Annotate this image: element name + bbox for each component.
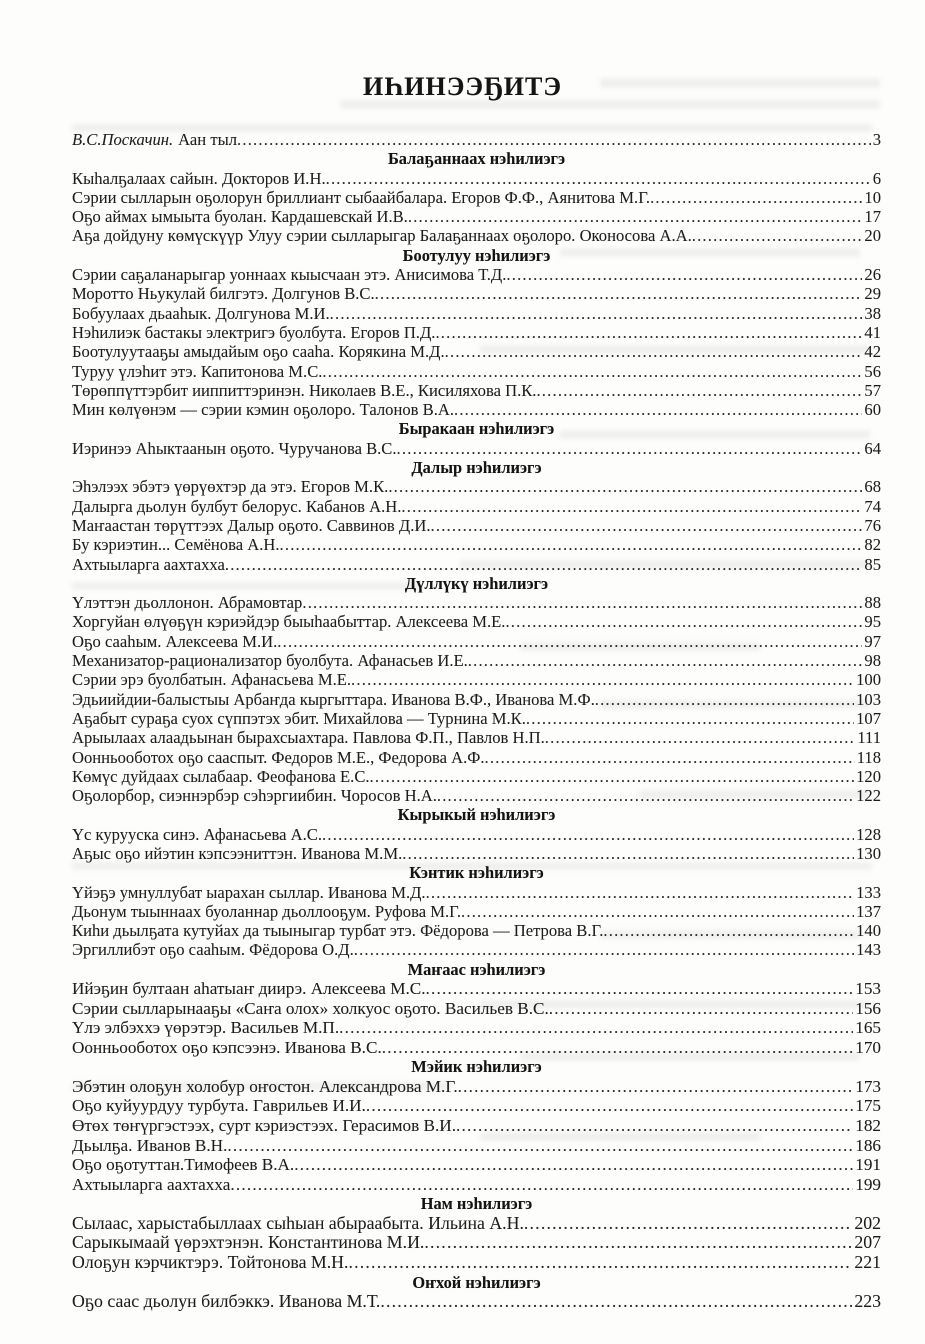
dot-leader [426, 979, 854, 999]
toc-entry-title: Кыһалҕалаах сайын. Докторов И.Н. [72, 168, 326, 188]
dot-leader [424, 1233, 852, 1253]
toc-row [72, 1018, 881, 1038]
dot-leader [458, 1077, 854, 1097]
toc-section [72, 246, 881, 420]
dot-leader [277, 632, 862, 651]
toc-entry-title: Иэринээ Аһыктаанын оҕото. Чуручанова В.С. [72, 438, 397, 458]
toc-row [72, 516, 881, 535]
toc-entry-title: Арыылаах алаадьынан бырахсыахтара. Павлова Ф.П., Павлов Н.П. [72, 728, 545, 748]
toc-row [72, 651, 881, 670]
toc-entry-page: 130 [856, 843, 881, 863]
toc-entry-title: Боотулуутааҕы амыдайым оҕо сааһа. Корякина М.Д. [72, 342, 445, 362]
toc-entry-title: Моротто Ньукулай билгэтэ. Долгунов В.С. [72, 284, 375, 304]
toc-entry-title: Оҕо аймах ымыыта буолан. Кардашевскай И.В. [72, 207, 408, 227]
toc-entry-page: 223 [854, 1291, 881, 1312]
toc-entry-title: Туруу үлэһит этэ. Капитонова М.С. [72, 361, 323, 381]
toc-entry-title [72, 130, 237, 149]
toc-entry-page: 143 [856, 940, 881, 960]
toc-entry-page: 103 [856, 689, 881, 709]
dot-leader [545, 728, 856, 747]
toc-entry-page: 133 [856, 882, 881, 902]
dot-leader [354, 940, 854, 959]
toc-entry-page: 182 [855, 1115, 881, 1135]
dot-leader [468, 651, 863, 670]
dot-leader [401, 497, 862, 516]
toc-entry-title: Эбэтин олоҕун холобур оҥостон. Александрова М.Г. [72, 1076, 458, 1096]
toc-section [72, 805, 881, 863]
toc-entry-page: 20 [864, 226, 881, 246]
dot-leader [339, 1018, 853, 1038]
toc-row [72, 921, 881, 940]
toc-entry-title: Бу кэриэтин... Семёнова А.Н. [72, 535, 280, 555]
toc-entry-title: Оонньооботох оҕо сааспыт. Федоров М.Е., Федорова А.Ф. [72, 747, 485, 767]
toc-entry-page: 10 [864, 187, 881, 207]
dot-leader [397, 439, 863, 458]
dot-leader [382, 1038, 853, 1058]
toc-row [72, 342, 881, 361]
dot-leader [526, 709, 854, 728]
section-header: Кырыкый нэһилиэгэ [397, 805, 556, 825]
toc-entry-title: Сылаас, харыстабыллаах сыһыан абыраабыта. Ильина А.Н. [72, 1212, 524, 1233]
dot-leader [322, 825, 854, 844]
dot-leader [280, 535, 863, 554]
toc-entry-title: Үлэттэн дьоллонон. Абрамовтар [72, 593, 303, 613]
toc-entry-title: Эргиллибэт оҕо сааһым. Фёдорова О.Д. [72, 940, 354, 960]
dot-leader [603, 921, 854, 940]
section-header: Балаҕаннаах нэһилиэгэ [387, 149, 566, 169]
toc-entry-title: Сарыкымаай үөрэхтэнэн. Константинова М.И. [72, 1232, 425, 1253]
toc-entry-page: 76 [864, 515, 881, 535]
toc-row [72, 265, 881, 284]
toc-entry-title: Аҕа дойдуну көмүскүүр Улуу сэрии сылларыгар Балаҕаннаах оҕолоро. Оконосова А.А. [72, 226, 692, 246]
toc-entry-page: 107 [856, 708, 881, 728]
dot-leader [445, 342, 863, 361]
dot-leader [435, 323, 862, 342]
toc-section [72, 149, 881, 245]
dot-leader [506, 265, 862, 284]
dot-leader [454, 400, 862, 419]
dot-leader [524, 1214, 852, 1234]
section-header: Быракаан нэһилиэгэ [398, 419, 555, 439]
toc-entry-page: 128 [856, 824, 881, 844]
toc-entry-page: 97 [864, 631, 881, 651]
toc-entry-title: Олоҕун кэрчиктэрэ. Тойтонова М.Н. [72, 1252, 349, 1273]
toc-row [72, 1175, 881, 1195]
toc-row [72, 555, 881, 574]
toc-row [72, 362, 881, 381]
toc-entry-page: 191 [855, 1155, 881, 1175]
dot-leader [351, 670, 854, 689]
toc-entry-page: 17 [864, 207, 881, 227]
toc-row [72, 690, 881, 709]
toc-entry-page: 186 [855, 1135, 881, 1155]
section-header: Маҥаас нэһилиэгэ [407, 959, 546, 979]
dot-leader [366, 1096, 853, 1116]
toc-entry-title: Оҕо куйуурдуу турбута. Гаврильев И.И. [72, 1096, 366, 1116]
toc-entry-page: 175 [855, 1096, 881, 1116]
toc-entry-page: 41 [864, 322, 881, 342]
toc-row [72, 226, 881, 245]
toc-entry-title: Эһэлээх эбэтэ үөрүөхтэр да этэ. Егоров М.К. [72, 477, 389, 497]
toc-entry-page: 64 [864, 438, 881, 458]
toc-entry-title: Сэрии саҕаланарыгар уоннаах кыысчаан этэ. Анисимова Т.Д. [72, 265, 507, 285]
dot-leader [595, 690, 854, 709]
author-name: В.С.Поскачин. [72, 130, 174, 149]
toc-entry-title: Үс курууска синэ. Афанасьева А.С. [72, 824, 323, 844]
dot-leader [230, 1175, 853, 1195]
dot-leader [375, 284, 863, 303]
dot-leader [536, 381, 862, 400]
toc-entry-title: Бобуулаах дьааһык. Долгунова М.И. [72, 303, 330, 323]
dot-leader [402, 844, 854, 863]
toc-row-front-matter [72, 130, 881, 149]
dot-leader [227, 1136, 853, 1156]
table-of-contents [0, 130, 925, 1312]
toc-section [72, 458, 881, 574]
toc-section [72, 863, 881, 959]
toc-entry-page: 170 [855, 1037, 881, 1057]
toc-row [72, 497, 881, 516]
toc-entry-title: Далырга дьолун булбут белорус. Кабанов А.Н. [72, 496, 402, 516]
toc-row [72, 612, 881, 631]
dot-leader [388, 477, 862, 496]
toc-entry-page: 74 [864, 496, 881, 516]
toc-row [72, 786, 881, 805]
toc-entry-title: Ахтыыларга аахтахха [72, 554, 225, 574]
toc-entry-title: Мин көлүөнэм — сэрии кэмин оҕолоро. Талонов В.А. [72, 400, 454, 420]
toc-entry-page: 60 [864, 400, 881, 420]
toc-entry-page: 140 [856, 921, 881, 941]
toc-entry-page: 68 [864, 477, 881, 497]
toc-row [72, 188, 881, 207]
toc-row [72, 1096, 881, 1116]
toc-entry-page: 153 [855, 979, 881, 999]
toc-row [72, 593, 881, 612]
toc-entry-title: Ийэҕин бултаан аһатыаҥ диирэ. Алексеева М.С. [72, 979, 426, 999]
section-header: Оҥхой нэһилиэгэ [412, 1272, 541, 1292]
toc-entry-title: Үлэ элбэххэ үөрэтэр. Васильев М.П. [72, 1018, 340, 1038]
toc-entry-page: 98 [864, 651, 881, 671]
toc-entry-page: 95 [864, 612, 881, 632]
toc-entry-page: 207 [854, 1232, 881, 1253]
toc-row [72, 1214, 881, 1234]
dot-leader [485, 748, 855, 767]
section-header: Нам нэһилиэгэ [420, 1194, 533, 1214]
toc-row [72, 1077, 881, 1097]
toc-entry-title: Маҥаастан төрүттээх Далыр оҕото. Саввинов Д.И. [72, 515, 431, 535]
toc-entry-title: Үйэҕэ умнуллубат ыарахан сыллар. Иванова М.Д. [72, 882, 426, 902]
toc-row [72, 902, 881, 921]
toc-row [72, 1253, 881, 1273]
section-header: Боотулуу нэһилиэгэ [402, 245, 551, 265]
toc-entry-page: 221 [854, 1252, 881, 1273]
toc-entry-title: Аҕабыт сураҕа суох сүппэтэх эбит. Михайлова — Турнина М.К. [72, 708, 526, 728]
toc-entry-title: Көмүс дуйдаах сылабаар. Феофанова Е.С. [72, 766, 370, 786]
dot-leader [348, 1253, 852, 1273]
toc-row [72, 844, 881, 863]
toc-entry-title: Аҕыс оҕо ийэтин кэпсээниттэн. Иванова М.М. [72, 843, 403, 863]
toc-row [72, 439, 881, 458]
toc-entry-title: Төрөппүттэрбит ииппиттэринэн. Николаев В.Е., Кисиляхова П.К. [72, 380, 537, 400]
dot-leader [330, 304, 863, 323]
dot-leader [437, 786, 854, 805]
toc-entry-title: Оҕо саас дьолун билбэккэ. Иванова М.Т. [72, 1291, 381, 1312]
section-header: Далыр нэһилиэгэ [411, 458, 542, 478]
toc-row [72, 748, 881, 767]
toc-row [72, 979, 881, 999]
toc-row [72, 1292, 881, 1312]
toc-section [72, 1057, 881, 1194]
toc-row [72, 709, 881, 728]
toc-entry-page: 122 [856, 786, 881, 806]
toc-entry-page: 26 [864, 265, 881, 285]
toc-entry-page: 56 [864, 361, 881, 381]
toc-row [72, 1155, 881, 1175]
section-header: Кэнтик нэһилиэгэ [409, 863, 544, 883]
toc-entry-title: Ахтыыларга аахтахха [72, 1174, 231, 1194]
toc-row [72, 1038, 881, 1058]
toc-entry-page: 6 [872, 168, 881, 188]
toc-entry-page: 82 [864, 535, 881, 555]
toc-entry-title: Сэрии сылларынааҕы «Саҥа олох» холкуос оҕото. Васильев В.С. [72, 998, 549, 1018]
toc-row [72, 883, 881, 902]
toc-row [72, 304, 881, 323]
dot-leader [225, 555, 863, 574]
toc-row [72, 381, 881, 400]
toc-entry-title: Механизатор-рационализатор буолбута. Афанасьев И.Е. [72, 651, 468, 671]
toc-entry-title: Өтөх төҥүргэстээх, сурт кэриэстээх. Герасимов В.И. [72, 1115, 457, 1135]
toc-entry-title: Оонньооботох оҕо кэпсээнэ. Иванова В.С. [72, 1037, 382, 1057]
toc-entry-title: Нэһилиэк бастакы электригэ буолбута. Егоров П.Д. [72, 322, 436, 342]
dot-leader [692, 226, 863, 245]
entry-title-text: Аан тыл [178, 130, 238, 149]
toc-entry-page: 85 [864, 554, 881, 574]
toc-entry-page: 173 [855, 1076, 881, 1096]
toc-entry-title: Оҕолорбор, сиэннэрбэр сэһэргиибин. Чоросов Н.А. [72, 786, 437, 806]
dot-leader [456, 1116, 853, 1136]
toc-row [72, 728, 881, 747]
toc-entry-title: Оҕо сааһым. Алексеева М.И. [72, 631, 278, 651]
toc-entry-title: Киһи дьылҕата кутуйах да тыыныгар турбат этэ. Фёдорова — Петрова В.Г. [72, 921, 604, 941]
sections-container [72, 149, 881, 1312]
toc-entry-page: 3 [872, 130, 881, 149]
toc-entry-title: Сэрии эрэ буолбатын. Афанасьева М.Е. [72, 670, 352, 690]
toc-entry-page: 29 [864, 284, 881, 304]
dot-leader [302, 593, 862, 612]
toc-entry-page: 199 [855, 1174, 881, 1194]
toc-entry-page: 42 [864, 342, 881, 362]
toc-entry-page: 165 [855, 1018, 881, 1038]
toc-entry-page: 38 [864, 303, 881, 323]
toc-section [72, 574, 881, 806]
toc-entry-title: Сэрии сылларын оҕолорун бриллиант сыбаайбалара. Егоров Ф.Ф., Аянитова М.Г. [72, 187, 651, 207]
toc-entry-page: 57 [864, 380, 881, 400]
dot-leader [408, 207, 863, 226]
toc-row [72, 632, 881, 651]
toc-row [72, 825, 881, 844]
dot-leader [549, 999, 853, 1019]
toc-section [72, 419, 881, 458]
toc-entry-page: 137 [856, 901, 881, 921]
toc-row [72, 670, 881, 689]
toc-entry-page: 118 [856, 747, 881, 767]
toc-row [72, 169, 881, 188]
dot-leader [294, 1155, 853, 1175]
toc-entry-page: 88 [864, 593, 881, 613]
section-header: Дүллүкү нэһилиэгэ [404, 573, 549, 593]
toc-row [72, 940, 881, 959]
toc-row [72, 1233, 881, 1253]
dot-leader [322, 362, 862, 381]
dot-leader [370, 767, 855, 786]
dot-leader [505, 612, 862, 631]
dot-leader [237, 130, 871, 149]
toc-entry-title: Эдьиийдии-балыстыы Арбаҥда кыргыттара. Иванова В.Ф., Иванова М.Ф. [72, 689, 595, 709]
dot-leader [326, 169, 871, 188]
dot-leader [650, 188, 862, 207]
dot-leader [461, 902, 854, 921]
toc-row [72, 207, 881, 226]
toc-entry-title: Хоргуйан өлүөҕүн кэриэйдэр быыһаабыттар. Алексеева М.Е. [72, 612, 506, 632]
dot-leader [431, 516, 863, 535]
toc-entry-page: 111 [857, 728, 881, 748]
toc-row [72, 1136, 881, 1156]
toc-entry-title: Дьылҕа. Иванов В.Н. [72, 1135, 228, 1155]
toc-row [72, 323, 881, 342]
toc-row [72, 284, 881, 303]
toc-entry-page: 156 [855, 998, 881, 1018]
page-title: ИҺИНЭЭҔИТЭ [363, 72, 562, 101]
toc-section [72, 1273, 881, 1312]
section-header: Мэйик нэһилиэгэ [411, 1057, 542, 1077]
toc-entry-title: Дьонум тыыннаах буоланнар дьоллооҕум. Руфова М.Г. [72, 901, 461, 921]
toc-entry-title: Оҕо оҕотуттан.Тимофеев В.А. [72, 1155, 295, 1175]
toc-row [72, 400, 881, 419]
toc-row [72, 1116, 881, 1136]
toc-entry-page: 202 [854, 1212, 881, 1233]
toc-row [72, 535, 881, 554]
dot-leader [380, 1292, 852, 1312]
toc-entry-page: 120 [856, 766, 881, 786]
toc-section [72, 1194, 881, 1273]
toc-row [72, 999, 881, 1019]
toc-entry-page: 100 [856, 670, 881, 690]
toc-row [72, 767, 881, 786]
toc-section [72, 960, 881, 1058]
dot-leader [426, 883, 855, 902]
toc-row [72, 477, 881, 496]
